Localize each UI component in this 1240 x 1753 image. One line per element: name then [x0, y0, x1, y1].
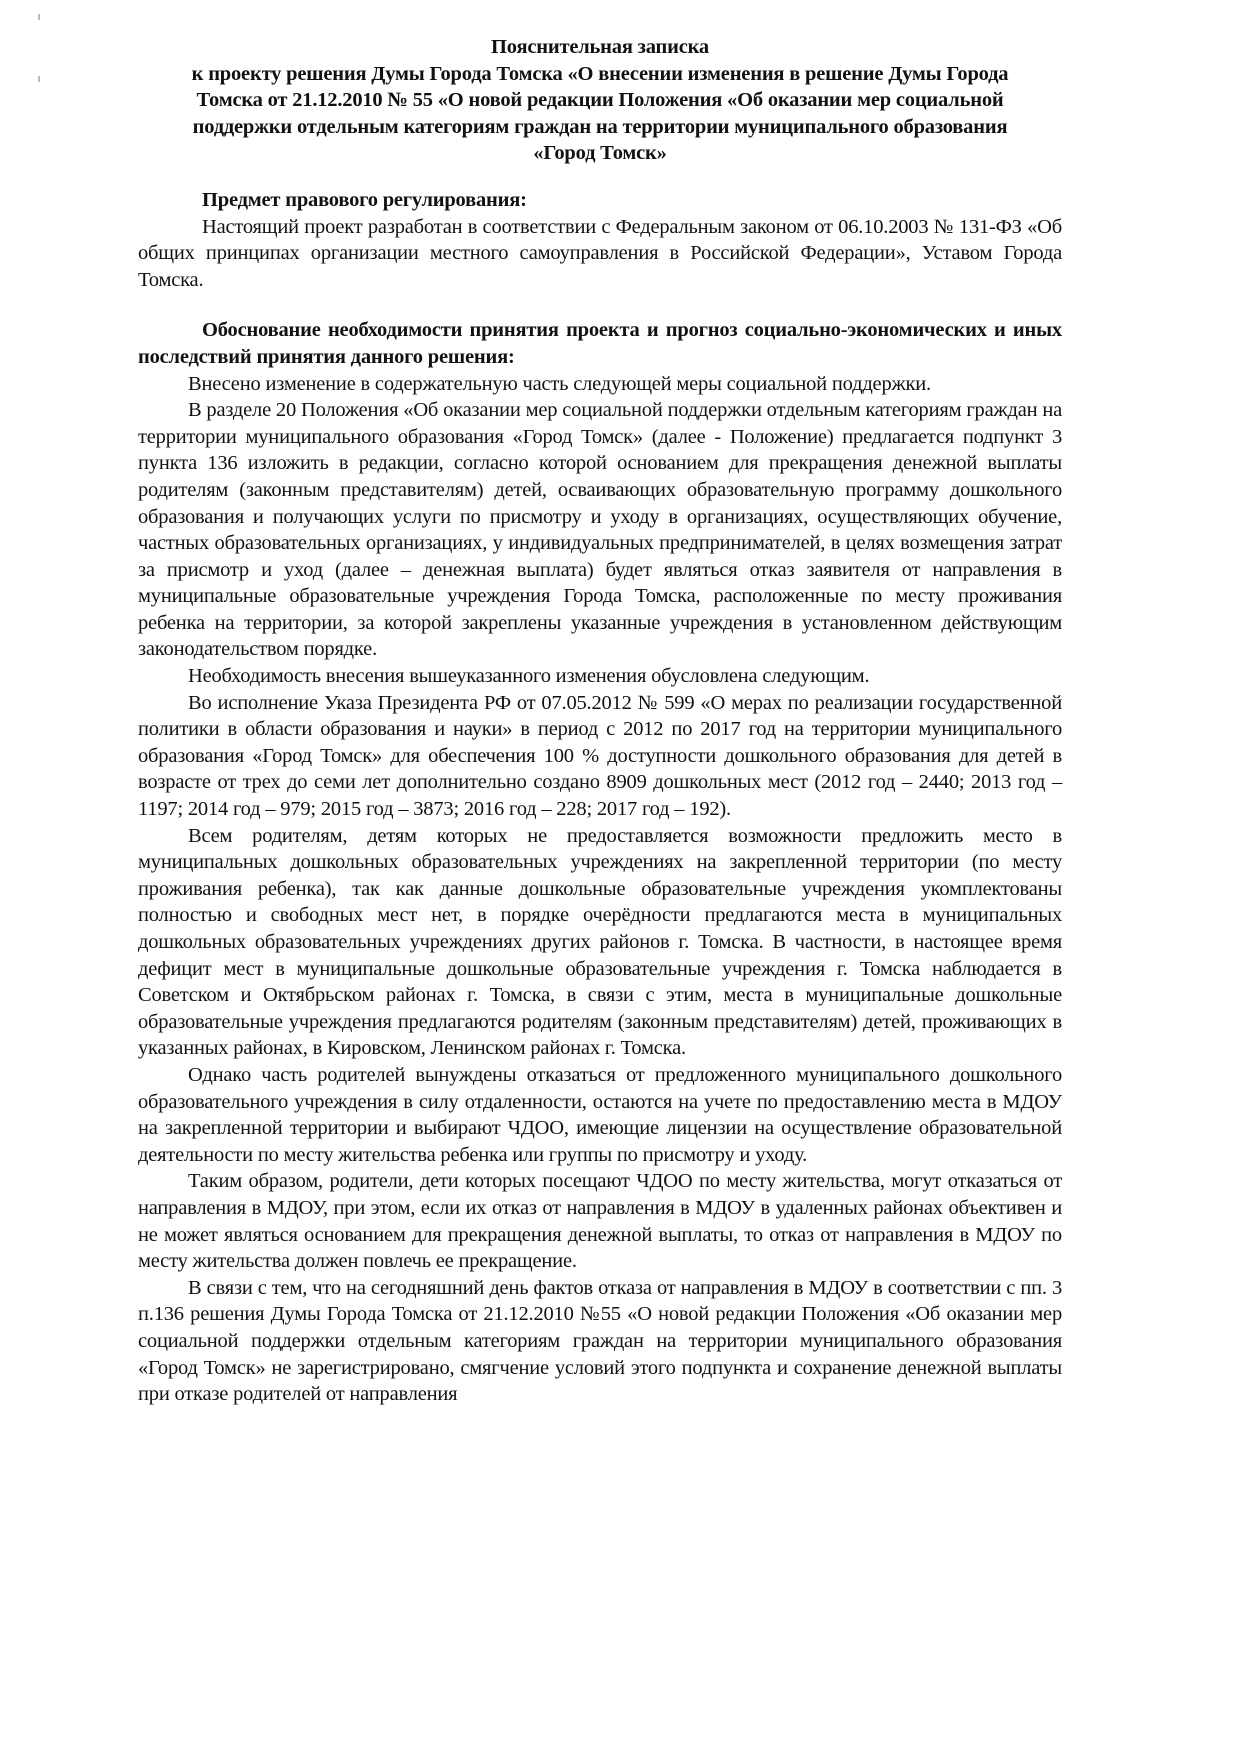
subtitle-line: к проекту решения Думы Города Томска «О внесении изменения в решение Думы Города — [191, 62, 1009, 85]
subtitle-line: «Город Томск» — [533, 142, 667, 165]
paragraph: В разделе 20 Положения «Об оказании мер социальной поддержки отдельным категориям граждан на территории муниципального образования «Город Томск» (далее - Положение) предлагается подпункт 3 пункта 136 изложить в редакции, согласно которой основанием для прекращения денежной выплаты родителям (законным представителям) детей, осваивающих образовательную программу дошкольного образования и получающих услуги по присмотру и уходу в организациях, осуществляющих обучение, частных образовательных организациях, у индивидуальных предпринимателей, в целях возмещения затрат за присмотр и уход (далее – денежная выплата) будет являться отказ заявителя от направления в муниципальные образовательные учреждения Города Томска, расположенные по месту проживания ребенка на территории, за которой закреплены указанные учреждения в установленном действующим законодательством порядке. — [138, 399, 1062, 661]
section-heading: Обоснование необходимости принятия проекта и прогноз социально-экономических и иных последствий принятия данного решения: — [138, 319, 1062, 368]
section-heading: Предмет правового регулирования: — [202, 188, 527, 211]
paragraph: Однако часть родителей вынуждены отказаться от предложенного муниципального дошкольного образовательного учреждения в силу отдаленности, остаются на учете по предоставлению места в МДОУ на закрепленной территории и выбирают ЧДОО, имеющие лицензии на осуществление образовательной деятельности по месту жительства ребенка или группы по присмотру и уходу. — [138, 1063, 1062, 1166]
subtitle-line: Томска от 21.12.2010 № 55 «О новой редакции Положения «Об оказании мер социальной — [196, 89, 1004, 112]
document-title: Пояснительная записка — [491, 36, 709, 58]
document-page — [138, 34, 1062, 1408]
paragraph: Во исполнение Указа Президента РФ от 07.05.2012 № 599 «О мерах по реализации государственной политики в области образования и науки» в период с 2012 по 2017 год на территории муниципального образования «Город Томск» для обеспечения 100 % доступности дошкольного образования для детей в возрасте от трех до семи лет дополнительно создано 8909 дошкольных мест (2012 год – 2440; 2013 год – 1197; 2014 год – 979; 2015 год – 3873; 2016 год – 228; 2017 год – 192). — [138, 691, 1062, 821]
paragraph: В связи с тем, что на сегодняшний день фактов отказа от направления в МДОУ в соответствии с пп. 3 п.136 решения Думы Города Томска от 21.12.2010 №55 «О новой редакции Положения «Об оказании мер социальной поддержки отдельным категориям граждан на территории муниципального образования «Город Томск» не зарегистрировано, смягчение условий этого подпункта и сохранение денежной выплаты при отказе родителей от направления — [138, 1276, 1062, 1406]
scan-artifact — [38, 76, 40, 82]
paragraph: Необходимость внесения вышеуказанного изменения обусловлена следующим. — [188, 665, 870, 688]
paragraph: Таким образом, родители, дети которых посещают ЧДОО по месту жительства, могут отказаться от направления в МДОУ, при этом, если их отказ от направления в МДОУ в удаленных районах объективен и не может являться основанием для прекращения денежной выплаты, то отказ от направления в МДОУ по месту жительства должен повлечь ее прекращение. — [138, 1170, 1062, 1273]
paragraph: Настоящий проект разработан в соответствии с Федеральным законом от 06.10.2003 № 131-ФЗ «Об общих принципах организации местного самоуправления в Российской Федерации», Уставом Города Томска. — [138, 215, 1062, 291]
subtitle-line: поддержки отдельным категориям граждан на территории муниципального образования — [192, 115, 1008, 138]
scan-artifact — [38, 14, 40, 20]
paragraph: Внесено изменение в содержательную часть следующей меры социальной поддержки. — [188, 372, 931, 395]
document-header — [138, 34, 1062, 167]
paragraph: Всем родителям, детям которых не предоставляется возможности предложить место в муниципальных дошкольных образовательных учреждениях на закрепленной территории (по месту проживания ребенка), так как данные дошкольные образовательные учреждения укомплектованы полностью и свободных мест нет, в порядке очерёдности предлагаются места в муниципальных дошкольных образовательных учреждениях других районов г. Томска. В частности, в настоящее время дефицит мест в муниципальные дошкольные образовательные учреждения г. Томска наблюдается в Советском и Октябрьском районах г. Томска, в связи с этим, места в муниципальные дошкольные образовательные учреждения предлагаются родителям (законным представителям) детей, проживающих в указанных районах, в Кировском, Ленинском районах г. Томска. — [138, 824, 1062, 1060]
